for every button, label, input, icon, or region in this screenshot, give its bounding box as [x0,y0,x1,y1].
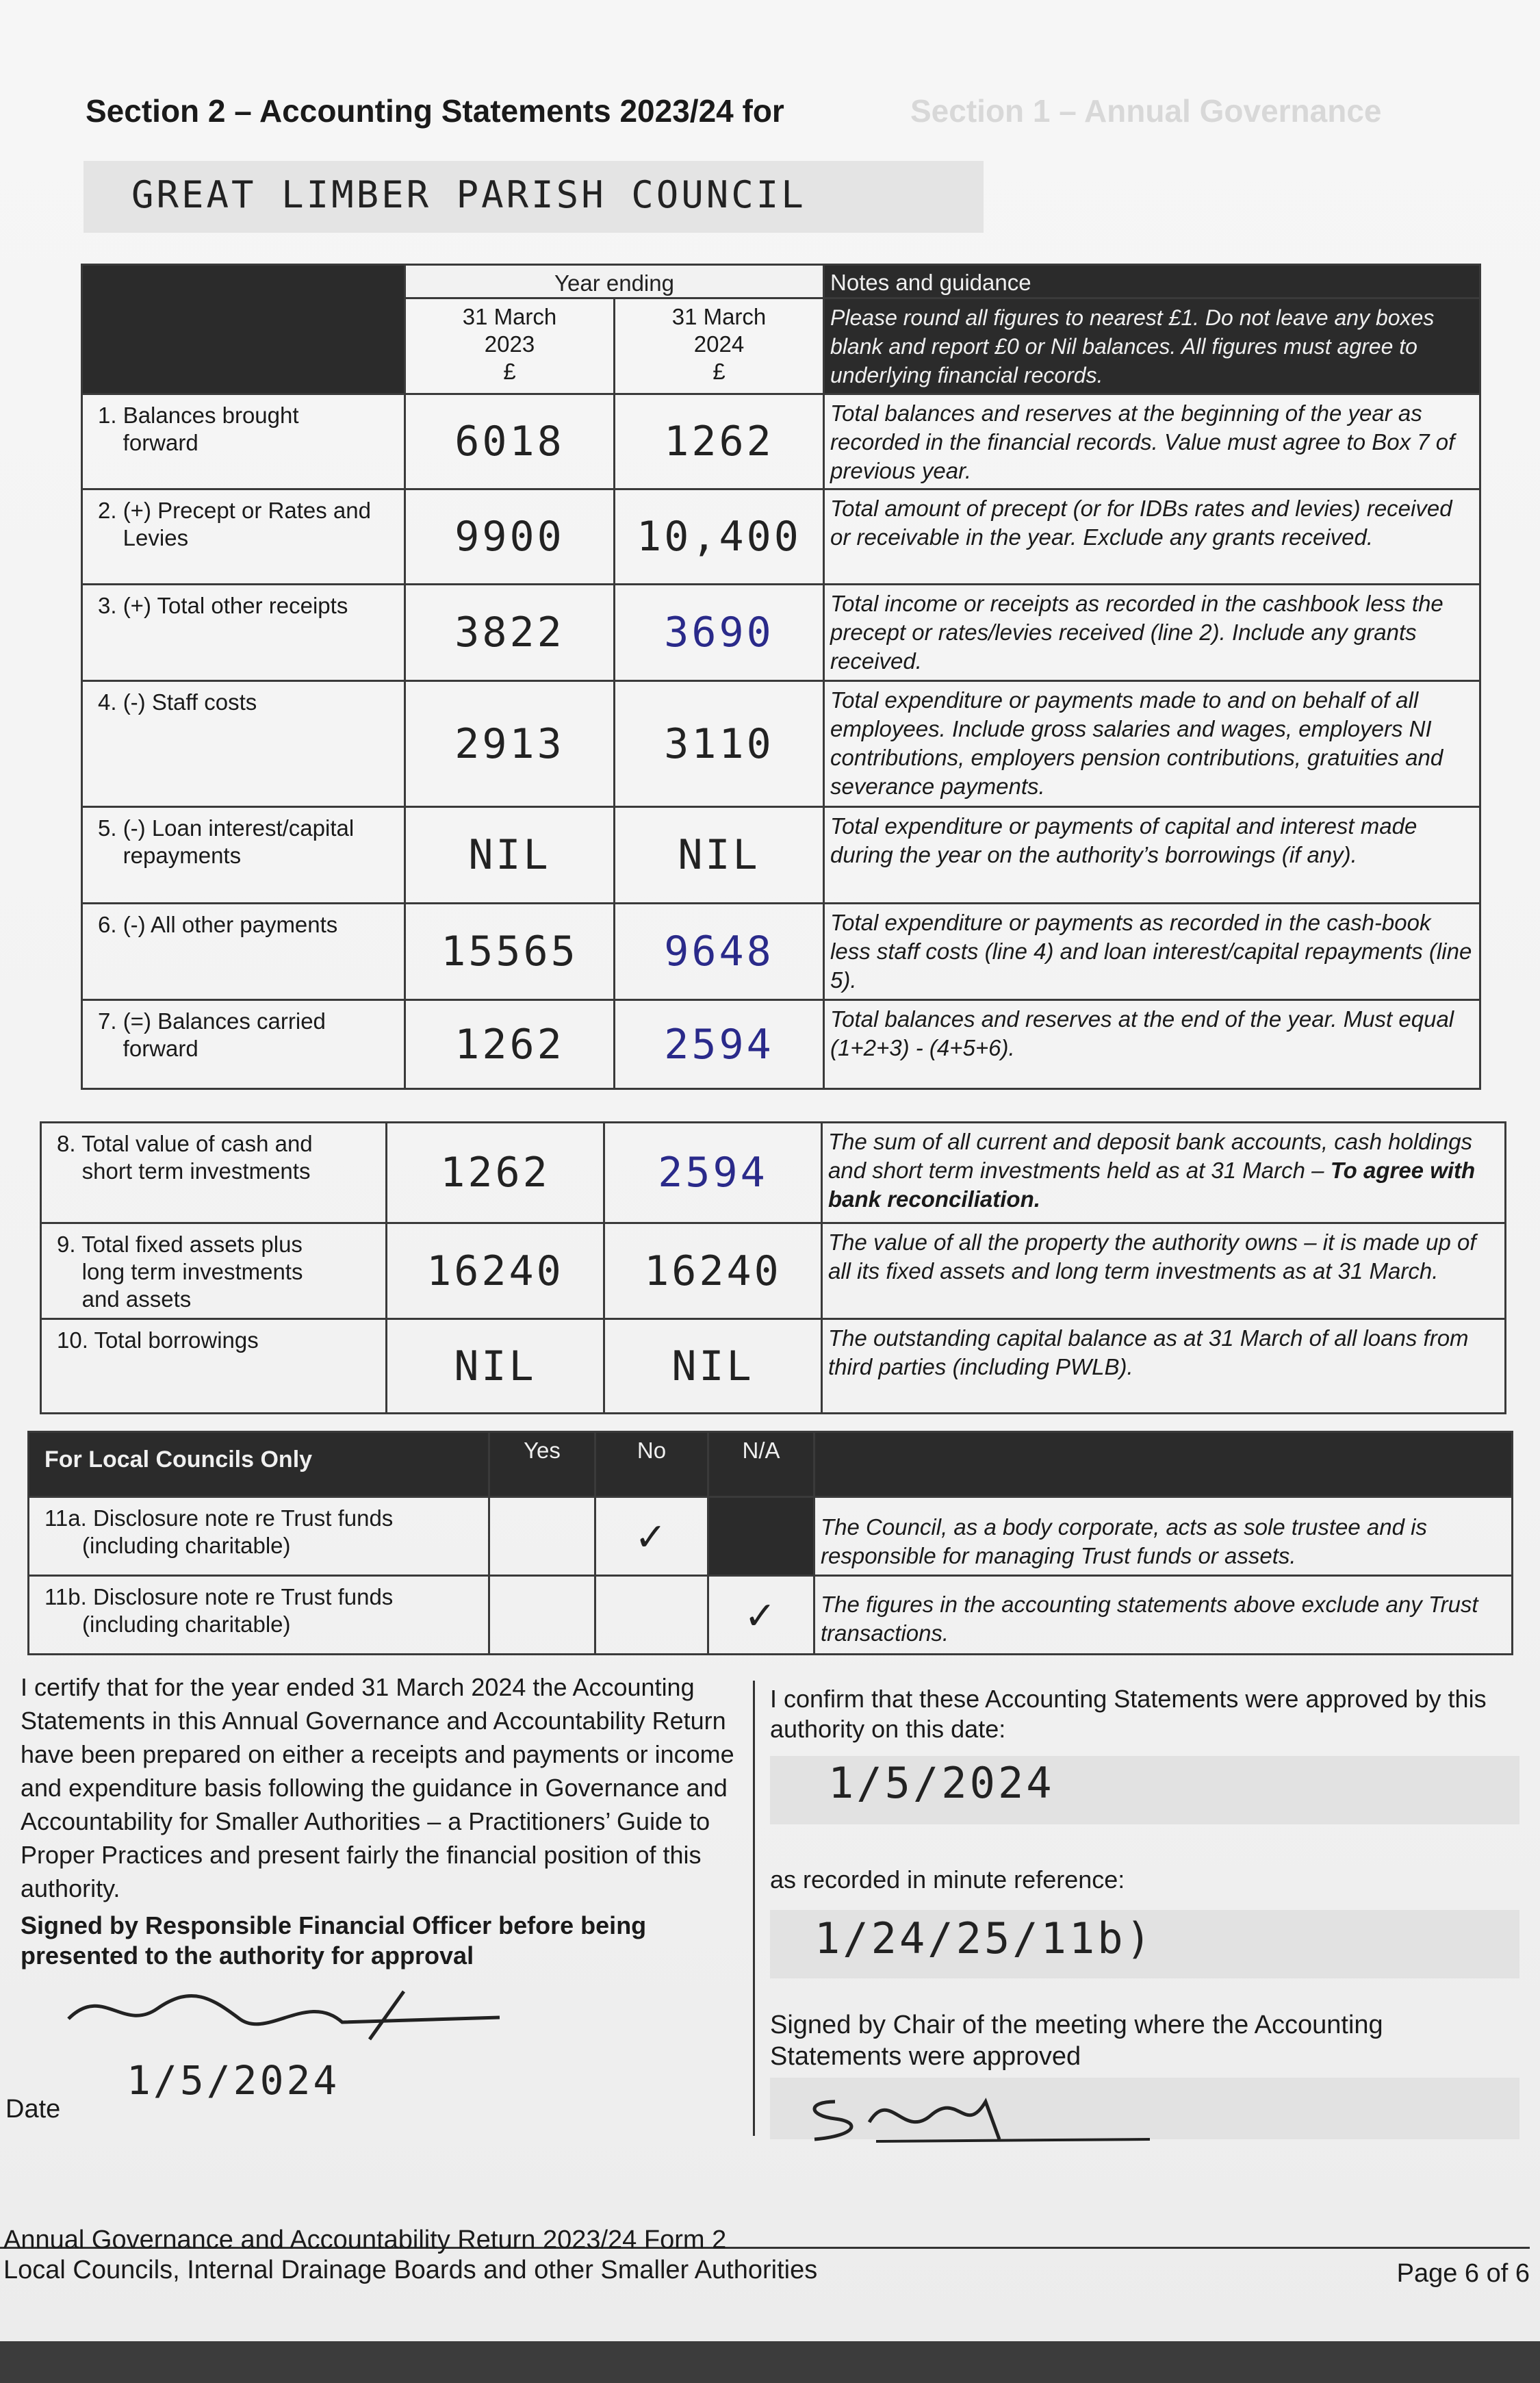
row-note: Total expenditure or payments of capital and interest made during the year on the authority’s borrowings (if any). [824,807,1480,904]
local-councils-table [27,1431,1513,1655]
row-11a-na-blocked [708,1497,814,1576]
show-through-text: Section 1 – Annual Governance [910,93,1382,129]
row-11a-no-tick: ✓ [595,1497,708,1576]
value-2023: 16240 [387,1223,604,1319]
row-note: The value of all the property the authority owns – it is made up of all its fixed assets and long term investments as at 31 March. [822,1223,1506,1319]
chair-signature [794,2074,1177,2150]
date-label: Date [5,2095,61,2124]
value-2023: NIL [405,807,615,904]
value-2023: NIL [387,1319,604,1414]
row-11b-yes [489,1576,595,1655]
value-2024: 16240 [604,1223,822,1319]
assets-borrowings-table [40,1121,1506,1414]
chair-signed-label: Signed by Chair of the meeting where the Accounting Statements were approved [770,2011,1383,2071]
row-label: 6. (-) All other payments [82,904,405,1000]
footer-line-2: Local Councils, Internal Drainage Boards and other Smaller Authorities [3,2256,818,2284]
row-label: 7. (=) Balances carried forward [82,1000,405,1089]
value-2024: NIL [604,1319,822,1414]
approval-date-handwritten: 1/5/2024 [828,1758,1055,1808]
value-2023: 15565 [405,904,615,1000]
header-blank [814,1432,1513,1497]
chair-confirmation [770,1684,1496,1744]
footer [3,2225,817,2285]
na-header: N/A [708,1432,814,1497]
row-note-text: The sum of all current and deposit bank accounts, cash holdings and short term investments held as at 31 March – [828,1129,1473,1183]
row-label: 10. Total borrowings [41,1319,387,1414]
row-label: 1. Balances brought forward [82,394,405,489]
notes-header: Notes and guidance [824,265,1480,298]
row-11b-note: The figures in the accounting statements above exclude any Trust transactions. [814,1576,1513,1655]
value-2024: 3690 [615,585,824,681]
row-11a-label: 11a. Disclosure note re Trust funds (including charitable) [29,1497,489,1576]
row-11a-note: The Council, as a body corporate, acts as sole trustee and is responsible for managing Trust funds or assets. [814,1497,1513,1576]
row-note: Total income or receipts as recorded in the cashbook less the precept or rates/levies received (line 2). Include any grants received. [824,585,1480,681]
value-2023: 1262 [387,1123,604,1223]
value-2023: 3822 [405,585,615,681]
value-2024: 1262 [615,394,824,489]
row-label: 2. (+) Precept or Rates and Levies [82,489,405,585]
row-note: Total balances and reserves at the end of the year. Must equal (1+2+3) - (4+5+6). [824,1000,1480,1089]
value-2024: 9648 [615,904,824,1000]
row-note: Total expenditure or payments made to and on behalf of all employees. Include gross salaries and wages, employers NI contributions, employers pension contributions, gratuities and severance payments. [824,681,1480,807]
rfo-date-handwritten: 1/5/2024 [127,2057,340,2104]
row-11b-label: 11b. Disclosure note re Trust funds (including charitable) [29,1576,489,1655]
page-number: Page 6 of 6 [1396,2259,1530,2288]
row-note-bold: To agree with bank reconciliation. [828,1158,1476,1212]
year-ending-header: Year ending [405,265,824,298]
row-label: 4. (-) Staff costs [82,681,405,807]
footer-line-1: Annual Governance and Accountability Return 2023/24 Form 2 [3,2226,727,2254]
row-11a-yes [489,1497,595,1576]
no-header: No [595,1432,708,1497]
row-label: 3. (+) Total other receipts [82,585,405,681]
col-2024-header: 31 March 2024 £ [615,298,824,394]
value-2024: 3110 [615,681,824,807]
value-2023: 2913 [405,681,615,807]
value-2024: 2594 [604,1123,822,1223]
local-councils-header: For Local Councils Only [29,1432,489,1497]
value-2024: 10,400 [615,489,824,585]
row-label: 5. (-) Loan interest/capital repayments [82,807,405,904]
minute-ref-label: as recorded in minute reference: [770,1865,1125,1894]
council-name-handwritten: GREAT LIMBER PARISH COUNCIL [131,173,806,216]
value-2023: 6018 [405,394,615,489]
row-note [822,1123,1506,1223]
value-2024: NIL [615,807,824,904]
yes-header: Yes [489,1432,595,1497]
approval-confirm-text: I confirm that these Accounting Statements were approved by this authority on this date: [770,1685,1487,1743]
row-note: Total balances and reserves at the beginning of the year as recorded in the financial records. Value must agree to Box 7 of previous year. [824,394,1480,489]
accounting-statements-table [81,264,1481,1090]
council-name-box [84,161,984,233]
rfo-signature [21,1971,500,2046]
rfo-certification-text: I certify that for the year ended 31 March 2024 the Accounting Statements in this Annual Governance and Accountability Return have been prepared on either a receipts and payments or income and expenditure basis following the guidance in Governance and Accountability for Smaller Authorities – a Practitioners’ Guide to Proper Practices and present fairly the financial position of this authority. [21,1673,734,1902]
row-note: Total amount of precept (or for IDBs rates and levies) received or receivable in the year. Exclude any grants received. [824,489,1480,585]
rfo-signed-label: Signed by Responsible Financial Officer before being presented to the authority for approval [21,1911,647,1970]
row-11b-no [595,1576,708,1655]
col-2023-header: 31 March 2023 £ [405,298,615,394]
value-2023: 9900 [405,489,615,585]
certification-divider [753,1681,755,2136]
row-11b-na-tick: ✓ [708,1576,814,1655]
section-title: Section 2 – Accounting Statements 2023/24 for [86,93,784,129]
minute-ref-handwritten: 1/24/25/11b) [814,1913,1154,1963]
row-note: The outstanding capital balance as at 31 March of all loans from third parties (including PWLB). [822,1319,1506,1414]
photo-background-edge [0,2341,1540,2383]
notes-guidance: Please round all figures to nearest £1. Do not leave any boxes blank and report £0 or Nil balances. All figures must agree to underlying financial records. [824,298,1480,394]
value-2023: 1262 [405,1000,615,1089]
row-note: Total expenditure or payments as recorded in the cash-book less staff costs (line 4) and loan interest/capital repayments (line 5). [824,904,1480,1000]
value-2024: 2594 [615,1000,824,1089]
rfo-certification [21,1670,739,2046]
row-label: 8. Total value of cash and short term investments [41,1123,387,1223]
row-label: 9. Total fixed assets plus long term investments and assets [41,1223,387,1319]
header-blank [82,265,405,394]
